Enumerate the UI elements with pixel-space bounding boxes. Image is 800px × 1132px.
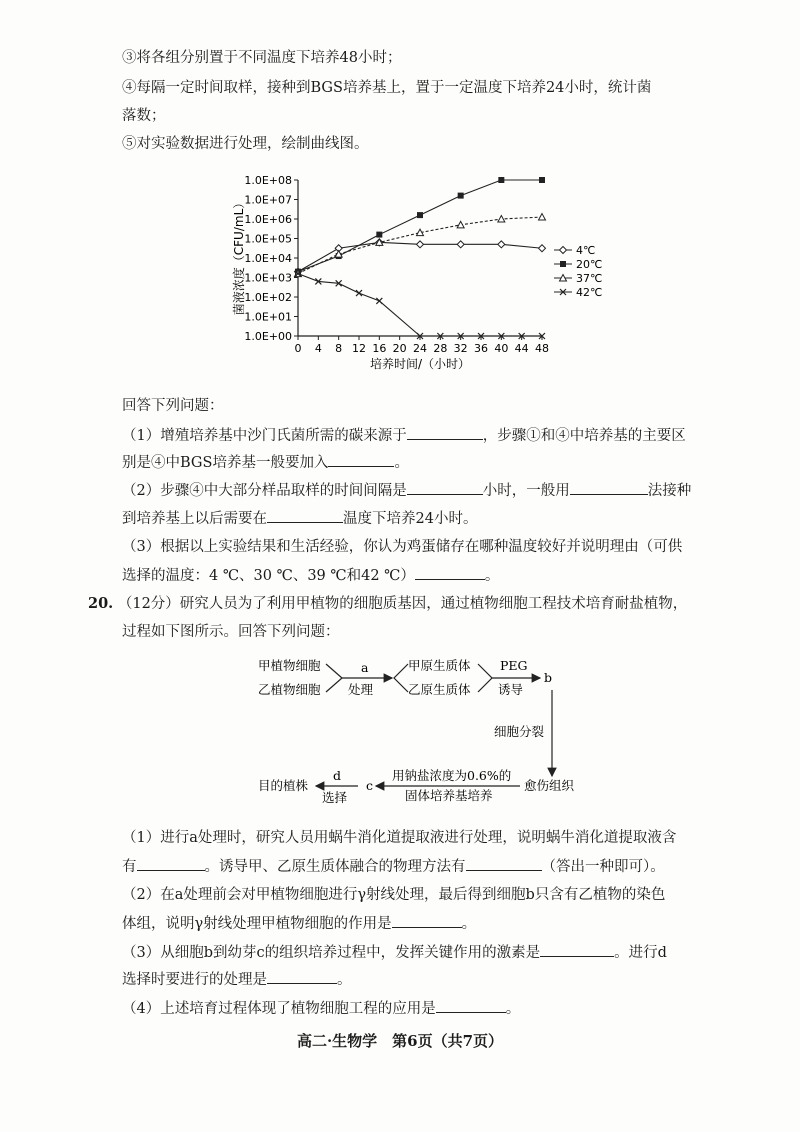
legend-label-3: 42℃ — [576, 286, 603, 299]
q20-p2-text-b: 体组，说明γ射线处理甲植物细胞的作用是 — [122, 916, 392, 932]
label-a: a — [361, 660, 369, 675]
x-tick-label: 32 — [453, 342, 468, 355]
legend-marker-1 — [560, 261, 566, 267]
label-treat: 处理 — [348, 682, 374, 697]
series-point-1 — [539, 177, 545, 183]
protoplast-a-label: 甲原生质体 — [408, 658, 471, 673]
process-diagram — [0, 650, 800, 820]
page-footer: 高二·生物学 第6页（共7页） — [296, 1032, 504, 1050]
label-induce: 诱导 — [498, 682, 524, 697]
chart-series — [295, 177, 546, 339]
q19-p2-text-a: （2）步骤④中大部分样品取样的时间间隔是 — [122, 483, 407, 499]
x-tick-label: 28 — [433, 342, 448, 355]
q19-p3-line1: （3）根据以上实验结果和生活经验，你认为鸡蛋储存在哪种温度较好并说明理由（可供 — [122, 539, 683, 555]
legend-label-2: 37℃ — [576, 272, 603, 285]
q20-p2-blank[interactable] — [392, 913, 462, 928]
q20-line1 — [88, 594, 687, 614]
label-c: c — [366, 778, 374, 793]
x-tick-label: 44 — [514, 342, 529, 355]
series-point-0 — [417, 241, 424, 248]
series-point-0 — [457, 241, 464, 248]
label-d: d — [333, 768, 342, 783]
q19-p1-text-d: 。 — [394, 455, 409, 471]
q20-p4 — [122, 998, 520, 1019]
q19-p2-blank-2[interactable] — [570, 480, 648, 495]
chart-xlabel: 培养时间/（小时） — [369, 357, 471, 371]
growth-chart — [0, 160, 800, 380]
q20-text-1: （12分）研究人员为了利用甲植物的细胞质基因，通过植物细胞工程技术培育耐盐植物， — [117, 596, 688, 612]
q19-p3-text-b: 选择的温度：4 ℃、30 ℃、39 ℃和42 ℃） — [122, 568, 415, 584]
q19-p1-blank-1[interactable] — [407, 425, 483, 440]
legend-label-0: 4℃ — [576, 244, 596, 257]
q20-p1-line2 — [122, 856, 665, 877]
legend-marker-0 — [560, 247, 567, 254]
series-point-3 — [376, 298, 382, 304]
x-tick-label: 8 — [335, 342, 343, 355]
y-tick-label: 1.0E+03 — [244, 271, 292, 285]
y-tick-label: 1.0E+05 — [244, 232, 292, 246]
y-tick-label: 1.0E+08 — [244, 174, 292, 187]
q20-p3-blank-1[interactable] — [540, 942, 614, 957]
plant-b-label: 乙植物细胞 — [258, 682, 321, 697]
x-tick-label: 48 — [535, 342, 549, 355]
q20-p4-blank[interactable] — [436, 998, 506, 1013]
label-callus: 愈伤组织 — [524, 778, 575, 793]
label-salt-2: 固体培养基培养 — [405, 788, 493, 803]
x-tick-label: 36 — [474, 342, 488, 355]
q20-p1-text-b: 有 — [122, 859, 137, 875]
series-point-2 — [457, 221, 464, 228]
series-point-1 — [498, 177, 504, 183]
series-line-1 — [298, 180, 542, 272]
q20-p1-line1: （1）进行a处理时，研究人员用蜗牛消化道提取液进行处理，说明蜗牛消化道提取液含 — [122, 830, 677, 846]
y-tick-label: 1.0E+01 — [244, 310, 292, 324]
series-line-3 — [298, 274, 542, 336]
label-b: b — [544, 670, 553, 685]
q20-p3-text-a: （3）从细胞b到幼芽c的组织培养过程中，发挥关键作用的激素是 — [122, 945, 541, 961]
step-4-line2: 落数； — [122, 108, 166, 124]
q20-number: 20. — [88, 595, 114, 612]
q19-p1-line2 — [122, 452, 409, 473]
q19-p2-text-e: 温度下培养24小时。 — [343, 511, 478, 527]
q19-intro: 回答下列问题： — [122, 398, 224, 414]
y-tick-label: 1.0E+00 — [244, 330, 292, 343]
q20-p3-text-d: 。 — [337, 972, 352, 988]
q19-p2-line2 — [122, 508, 477, 529]
x-tick-label: 0 — [294, 342, 302, 355]
q20-p4-text-a: （4）上述培育过程体现了植物细胞工程的应用是 — [122, 1001, 436, 1017]
protoplast-b-label: 乙原生质体 — [408, 682, 471, 697]
q20-p3-blank-2[interactable] — [267, 969, 337, 984]
q20-p2-line1: （2）在a处理前会对甲植物细胞进行γ射线处理，最后得到细胞b只含有乙植物的染色 — [122, 887, 666, 903]
q20-p3-text-c: 选择时要进行的处理是 — [122, 972, 267, 988]
series-point-1 — [417, 212, 423, 218]
q20-p4-text-b: 。 — [505, 1001, 521, 1017]
step-3: ③将各组分别置于不同温度下培养48小时； — [122, 50, 402, 66]
y-tick-label: 1.0E+02 — [244, 291, 292, 304]
q19-p1-blank-2[interactable] — [328, 452, 394, 467]
q20-p3-text-b: 。进行d — [614, 945, 667, 961]
q20-p1-blank-1[interactable] — [137, 856, 205, 871]
series-point-1 — [458, 193, 464, 199]
q19-p1-line1 — [122, 425, 686, 446]
q20-p3-line1 — [122, 942, 667, 963]
q19-p2-line1 — [122, 480, 691, 501]
series-point-1 — [376, 232, 382, 238]
q20-p1-text-c: 。诱导甲、乙原生质体融合的物理方法有 — [204, 859, 466, 875]
merge-bracket-right — [478, 664, 492, 692]
label-target: 目的植株 — [258, 778, 309, 793]
q20-p2-text-c: 。 — [461, 916, 477, 932]
q20-p2-line2 — [122, 913, 476, 934]
merge-bracket-left — [326, 664, 342, 692]
series-point-2 — [498, 216, 505, 223]
x-tick-label: 20 — [392, 342, 407, 355]
label-select: 选择 — [322, 790, 348, 805]
x-tick-label: 4 — [314, 342, 322, 355]
q19-p3-line2 — [122, 565, 499, 586]
q20-p1-text-d: （答出一种即可）。 — [541, 859, 665, 875]
label-peg: PEG — [500, 658, 528, 673]
q19-p3-blank[interactable] — [415, 565, 485, 580]
q20-p3-line2 — [122, 969, 352, 990]
plant-a-label: 甲植物细胞 — [258, 658, 321, 673]
x-tick-label: 40 — [494, 342, 509, 355]
legend-label-1: 20℃ — [576, 258, 603, 271]
y-tick-label: 1.0E+06 — [244, 213, 292, 226]
x-tick-label: 12 — [352, 342, 366, 355]
q19-p2-text-c: 法接种 — [647, 483, 692, 499]
split-bracket — [394, 664, 408, 692]
q20-line2: 过程如下图所示。回答下列问题： — [122, 624, 340, 640]
q19-p1-text-c: 别是④中BGS培养基一般要加入 — [122, 455, 329, 471]
q19-p2-text-b: 小时，一般用 — [482, 483, 570, 499]
series-point-3 — [356, 290, 362, 296]
chart-legend — [554, 244, 602, 299]
chart-ylabel: 菌液浓度（CFU/mL） — [232, 196, 246, 316]
x-tick-label: 16 — [372, 342, 387, 355]
q19-p1-text-a: （1）增殖培养基中沙门氏菌所需的碳来源于 — [122, 428, 407, 444]
q19-p3-text-c: 。 — [484, 568, 500, 584]
step-4-line1: ④每隔一定时间取样，接种到BGS培养基上，置于一定温度下培养24小时，统计菌 — [122, 80, 652, 96]
label-divide: 细胞分裂 — [494, 724, 545, 739]
q19-p2-text-d: 到培养基上以后需要在 — [122, 511, 267, 527]
series-point-0 — [539, 245, 546, 252]
chart-ticks — [244, 174, 549, 355]
series-point-0 — [498, 241, 505, 248]
x-tick-label: 24 — [413, 342, 427, 355]
y-tick-label: 1.0E+07 — [244, 193, 292, 207]
q19-p1-text-b: ，步骤①和④中培养基的主要区 — [482, 428, 686, 444]
q19-p2-blank-3[interactable] — [267, 508, 343, 523]
label-salt-1: 用钠盐浓度为0.6%的 — [392, 768, 512, 783]
q19-p2-blank-1[interactable] — [407, 480, 483, 495]
y-tick-label: 1.0E+04 — [244, 252, 292, 265]
step-5: ⑤对实验数据进行处理，绘制曲线图。 — [122, 136, 369, 152]
q20-p1-blank-2[interactable] — [466, 856, 542, 871]
